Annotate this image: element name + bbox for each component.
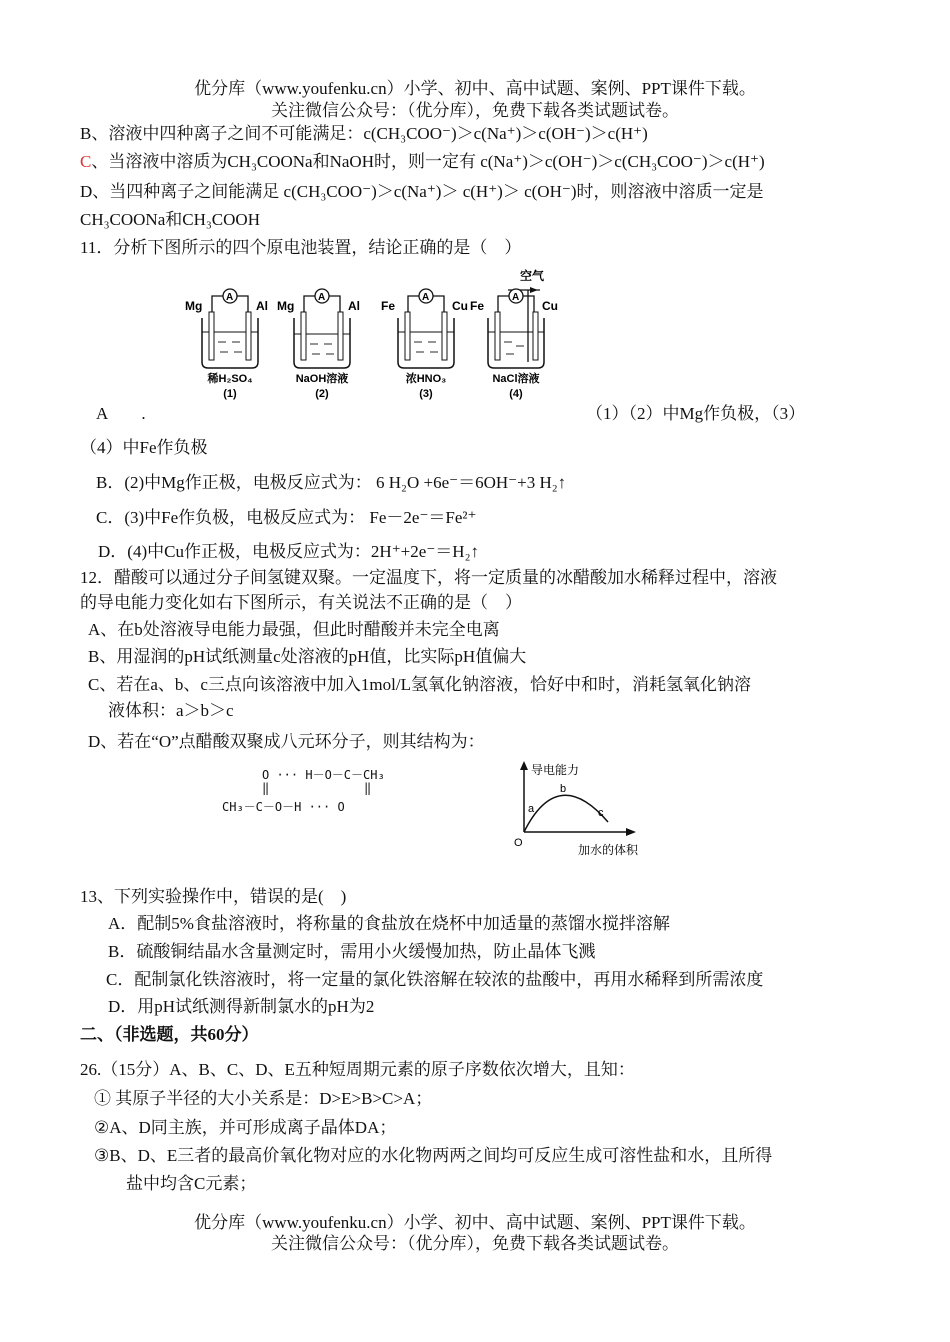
q13-stem: 13、下列实验操作中，错误的是( ) bbox=[80, 887, 347, 906]
cell-3-right-electrode: Cu bbox=[452, 299, 468, 313]
cell-3-solution: 浓HNO₃ bbox=[405, 373, 447, 385]
q10-option-c-text: 、当溶液中溶质为CH₃COONa和NaOH时，则一定有 c(Na⁺)＞c(OH⁻)＞c(CH₃COO⁻)＞c(H⁺) bbox=[91, 152, 765, 171]
graph-x-label: 加水的体积 bbox=[578, 843, 639, 857]
q13-option-c: C．配制氯化铁溶液时，将一定量的氯化铁溶解在较浓的盐酸中，再用水稀释到所需浓度 bbox=[106, 970, 764, 989]
q10-option-d-line1: D、当四种离子之间能满足 c(CH₃COO⁻)＞c(Na⁺)＞ c(H⁺)＞ c(OH⁻)时，则溶液中溶质一定是 bbox=[80, 182, 764, 201]
cell-1-number: (1) bbox=[223, 388, 237, 400]
q11-option-a-label: A . bbox=[96, 404, 146, 423]
structure-double-bond-right: ‖ bbox=[364, 781, 372, 795]
q11-option-c: C．(3)中Fe作负极，电极反应式为： Fe－2e⁻＝Fe²⁺ bbox=[96, 508, 477, 527]
conductivity-graph bbox=[508, 760, 668, 860]
section-2-heading: 二、（非选题，共60分） bbox=[80, 1025, 259, 1044]
cell-3 bbox=[381, 289, 468, 400]
q13-option-d: D．用pH试纸测得新制氯水的pH为2 bbox=[108, 997, 375, 1016]
cell-4-right-electrode: Cu bbox=[542, 299, 558, 313]
structure-top-row: O ··· H－O－C－CH₃ bbox=[262, 768, 385, 782]
q10-option-c bbox=[80, 151, 765, 173]
cell-2-left-electrode: Mg bbox=[277, 299, 295, 313]
svg-text:A: A bbox=[512, 292, 520, 303]
q12-stem-line1: 12．醋酸可以通过分子间氢键双聚。一定温度下，将一定质量的冰醋酸加水稀释过程中，溶液 bbox=[80, 568, 777, 587]
cell-2-number: (2) bbox=[315, 388, 329, 400]
cell-2 bbox=[277, 289, 360, 400]
graph-origin: O bbox=[514, 837, 523, 849]
q10-option-c-label: C bbox=[80, 152, 92, 171]
q26-item-1: ① 其原子半径的大小关系是：D>E>B>C>A； bbox=[94, 1089, 433, 1108]
q10-option-b: B、溶液中四种离子之间不可能满足：c(CH₃COO⁻)＞c(Na⁺)＞c(OH⁻)＞c(H⁺) bbox=[80, 124, 648, 143]
structure-double-bond-left: ‖ bbox=[262, 781, 270, 795]
cell-2-right-electrode: Al bbox=[348, 299, 360, 313]
q12-stem-line2: 的导电能力变化如右下图所示，有关说法不正确的是（ ） bbox=[80, 593, 522, 612]
acetic-acid-dimer-structure bbox=[222, 766, 432, 826]
q12-option-d: D、若在“O”点醋酸双聚成八元环分子，则其结构为： bbox=[88, 732, 485, 751]
cell-1-solution: 稀H₂SO₄ bbox=[207, 373, 253, 385]
cell-1-left-electrode: Mg bbox=[185, 299, 203, 313]
cell-1 bbox=[185, 289, 268, 400]
graph-point-b: b bbox=[560, 783, 567, 795]
q12-option-c-line1: C、若在a、b、c三点向该溶液中加入1mol/L氢氧化钠溶液，恰好中和时，消耗氢氧化钠溶 bbox=[88, 675, 751, 694]
air-label: 空气 bbox=[520, 269, 545, 283]
cell-4 bbox=[470, 289, 558, 400]
q26-item-3-line1: ③B、D、E三者的最高价氧化物对应的水化物两两之间均可反应生成可溶性盐和水，且所得 bbox=[94, 1146, 773, 1165]
cell-2-solution: NaOH溶液 bbox=[295, 373, 349, 385]
graph-point-a: a bbox=[528, 803, 535, 815]
cell-1-right-electrode: Al bbox=[256, 299, 268, 313]
q26-stem: 26.（15分）A、B、C、D、E五种短周期元素的原子序数依次增大，且知： bbox=[80, 1060, 635, 1079]
cell-3-left-electrode: Fe bbox=[381, 299, 396, 313]
graph-curve bbox=[524, 795, 608, 832]
q12-option-a: A、在b处溶液导电能力最强，但此时醋酸并未完全电离 bbox=[88, 620, 500, 639]
q26-item-2: ②A、D同主族，并可形成离子晶体DA； bbox=[94, 1118, 397, 1137]
q11-option-d: D．(4)中Cu作正极，电极反应式为：2H⁺+2e⁻＝H₂↑ bbox=[98, 542, 479, 561]
svg-text:A: A bbox=[318, 292, 326, 303]
svg-text:A: A bbox=[422, 292, 430, 303]
cell-4-solution: NaCl溶液 bbox=[492, 373, 540, 385]
q11-option-b: B．(2)中Mg作正极，电极反应式为： 6 H₂O +6e⁻＝6OH⁻+3 H₂↑ bbox=[96, 473, 567, 492]
q13-option-a: A．配制5%食盐溶液时，将称量的食盐放在烧杯中加适量的蒸馏水搅拌溶解 bbox=[108, 914, 670, 933]
q13-option-b: B．硫酸铜结晶水含量测定时，需用小火缓慢加热，防止晶体飞溅 bbox=[108, 942, 596, 961]
q12-option-b: B、用湿润的pH试纸测量c处溶液的pH值，比实际pH值偏大 bbox=[88, 647, 527, 666]
structure-bottom-row: CH₃－C－O－H ··· O bbox=[222, 800, 345, 814]
cell-4-left-electrode: Fe bbox=[470, 299, 485, 313]
footer-line-2: 关注微信公众号：（优分库），免费下载各类试题试卷。 bbox=[271, 1234, 679, 1253]
graph-y-label: 导电能力 bbox=[531, 763, 580, 777]
cell-3-number: (3) bbox=[419, 388, 433, 400]
footer-line-1: 优分库（www.youfenku.cn）小学、初中、高中试题、案例、PPT课件下载。 bbox=[194, 1213, 756, 1232]
q11-option-a-right: （1）（2）中Mg作负极，（3） bbox=[586, 404, 806, 423]
q11-stem: 11．分析下图所示的四个原电池装置，结论正确的是（ ） bbox=[80, 238, 522, 257]
header-line-1: 优分库（www.youfenku.cn）小学、初中、高中试题、案例、PPT课件下载。 bbox=[194, 79, 756, 98]
q11-option-a-cont: （4）中Fe作负极 bbox=[80, 438, 208, 457]
q10-option-d-line2: CH₃COONa和CH₃COOH bbox=[80, 210, 260, 229]
q26-item-3-line2: 盐中均含C元素； bbox=[126, 1174, 257, 1193]
header-line-2: 关注微信公众号：（优分库），免费下载各类试题试卷。 bbox=[271, 101, 679, 120]
svg-text:A: A bbox=[226, 292, 234, 303]
cell-4-number: (4) bbox=[509, 388, 523, 400]
q12-option-c-line2: 液体积：a＞b＞c bbox=[108, 701, 234, 720]
q11-galvanic-cells-figure bbox=[180, 262, 580, 404]
graph-point-c: c bbox=[598, 807, 604, 819]
